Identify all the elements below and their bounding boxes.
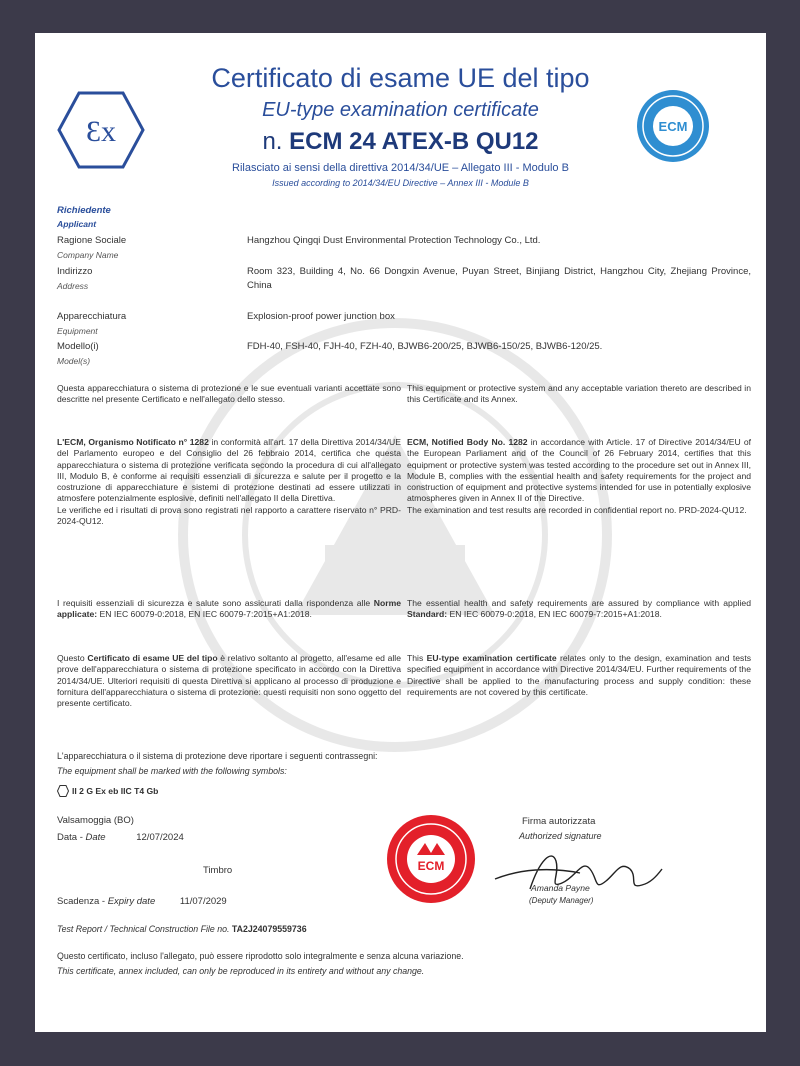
paragraph-2-it-text: in conformità all'art. 17 della Direttiva 2014/34/UE del Parlamento europeo e del Consiglio del 26 febbraio 2014, certifica che questa apparecchiatura o sistema di protezione verificata secondo la procedura di cui all'allegato III, Modulo B, è conforme ai requisiti essenziali di sicurezza e salute per il progetto e la costruzione di apparecchiature e sistemi di protezione destinati ad essere utilizzati in atmosfere potenzialmente esplosive, definiti nell'allegato II della Direttiva. <box>57 437 401 504</box>
issued-english: Issued according to 2014/34/EU Directive – Annex III - Module B <box>272 178 529 188</box>
paragraph-3-en <box>407 598 751 621</box>
notified-body-en: ECM, Notified Body No. 1282 <box>407 437 528 447</box>
paragraph-3-en-pre: The essential health and safety requirements are assured by compliance with applied <box>407 598 751 608</box>
applied-standard-en: Standard: <box>407 609 448 620</box>
marking-code-text: II 2 G Ex eb IIC T4 Gb <box>72 786 159 796</box>
signature-label-it: Firma autorizzata <box>522 816 596 827</box>
company-label-en: Company Name <box>57 250 119 260</box>
paragraph-4-en-pre: This <box>407 653 427 663</box>
issue-place: Valsamoggia (BO) <box>57 815 134 826</box>
paragraph-4-it-pre: Questo <box>57 653 88 663</box>
paragraph-3-it-pre: I requisiti essenziali di sicurezza e salute sono assicurati dalla rispondenza alle <box>57 598 374 608</box>
number-value: ECM 24 ATEX-B QU12 <box>289 128 539 155</box>
certificate-term-it: Certificato di esame UE del tipo <box>87 653 218 663</box>
paragraph-3-it-post: EN IEC 60079-0:2018, EN IEC 60079-7:2015+A1:2018. <box>97 609 312 620</box>
model-label-en: Model(s) <box>57 356 91 366</box>
model-label-it: Modello(i) <box>57 341 99 352</box>
signer-name: Amanda Payne <box>531 883 590 893</box>
signer-role: (Deputy Manager) <box>529 896 594 905</box>
applied-norms-it: Norme applicate: <box>57 598 401 620</box>
model-value: FDH-40, FSH-40, FJH-40, FZH-40, BJWB6-200/25, BJWB6-150/25, BJWB6-120/25. <box>247 341 603 352</box>
paragraph-2-en <box>407 437 751 516</box>
certificate-page <box>35 33 766 1032</box>
report-value: TA2J24079559736 <box>231 924 307 934</box>
marking-line-en: The equipment shall be marked with the following symbols: <box>57 766 287 776</box>
applicant-heading-it: Richiedente <box>57 205 111 216</box>
date-value: 12/07/2024 <box>136 832 184 843</box>
reproduction-note-it: Questo certificato, incluso l'allegato, può essere riprodotto solo integralmente e senza alcuna variazione. <box>57 951 464 961</box>
paragraph-1-it: Questa apparecchiatura o sistema di protezione e le sue eventuali varianti accettate sono descritte nel presente Certificato e nell'allegato dello stesso. <box>57 383 401 405</box>
svg-text:Ɛx: Ɛx <box>85 115 117 148</box>
notified-body-it: L'ECM, Organismo Notificato n° 1282 <box>57 437 209 447</box>
ex-hexagon-small-icon <box>57 785 69 797</box>
date-label: Data - <box>57 832 83 843</box>
ecm-red-stamp <box>385 813 477 905</box>
equipment-label-en: Equipment <box>57 326 98 336</box>
paragraph-3-en-post: EN IEC 60079-0:2018, EN IEC 60079-7:2015+A1:2018. <box>447 609 662 620</box>
svg-text:ECM: ECM <box>417 859 445 873</box>
paragraph-2-en-text: in accordance with Article. 17 of Directive 2014/34/EU of the European Parliament and of the Council of 26 February 2014, certifies that this equipment or protective system was tested according to the procedure set out in Annex III, Module B, complies with the essential health and safety requirements for the project and construction of equipment and protective systems intended for use in potentially explosive atmospheres given in Annex II of the Directive. <box>407 437 752 504</box>
issue-date <box>57 832 184 843</box>
expiry-value: 11/07/2029 <box>179 896 227 907</box>
svg-text:ECM: ECM <box>658 119 688 134</box>
title-english: EU-type examination certificate <box>262 99 539 121</box>
paragraph-2-it-report: Le verifiche ed i risultati di prova sono registrati nel rapporto a carattere riservato n° PRD-2024-QU12. <box>57 504 401 527</box>
certificate-term-en: EU-type examination certificate <box>426 653 557 663</box>
title-italian: Certificato di esame UE del tipo <box>211 63 590 93</box>
applicant-heading-en: Applicant <box>57 219 97 229</box>
address-value: Room 323, Building 4, No. 66 Dongxin Avenue, Puyan Street, Binjiang District, Hangzhou City, Zhejiang Province, China <box>247 266 751 291</box>
expiry-label: Scadenza - <box>57 896 106 907</box>
marking-line-it: L'apparecchiatura o il sistema di protezione deve riportare i seguenti contrassegni: <box>57 751 378 761</box>
paragraph-4-en-post: relates only to the design, examination and tests specified equipment in accordance with Directive 2014/34/EU. Further requirements of the Directive shall be applied to the manufacturing process and supply condition: these requirements are not covered by this certificate. <box>407 653 752 697</box>
equipment-value: Explosion-proof power junction box <box>247 311 395 322</box>
stamp-label: Timbro <box>203 865 233 876</box>
paragraph-1-en: This equipment or protective system and any acceptable variation thereto are described in this Certificate and its Annex. <box>407 383 751 405</box>
paragraph-4-it <box>57 653 401 709</box>
date-label-en: Date <box>85 832 106 843</box>
report-label: Test Report / Technical Construction File no. <box>57 924 230 934</box>
certificate-number <box>35 128 766 156</box>
equipment-label-it: Apparecchiatura <box>57 311 127 322</box>
paragraph-3-it <box>57 598 401 621</box>
paragraph-4-en <box>407 653 751 698</box>
paragraph-4-it-post: è relativo soltanto al progetto, all'esame ed alle prove dell'apparecchiatura o sistema di protezione specificato in accordo con la Direttiva 2014/34/UE. Ulteriori requisiti di questa Direttiva si applicano al processo di produzione e fornitura dell'apparecchiatura o sistema di protezione: questi requisiti non sono oggetto del presente certificato. <box>57 653 401 709</box>
company-value: Hangzhou Qingqi Dust Environmental Protection Technology Co., Ltd. <box>247 235 541 246</box>
expiry-date <box>57 896 227 907</box>
expiry-label-en: Expiry date <box>107 896 156 907</box>
signature-label-en: Authorized signature <box>519 831 602 841</box>
company-label-it: Ragione Sociale <box>57 235 127 246</box>
paragraph-2-en-report: The examination and test results are recorded in confidential report no. PRD-2024-QU12. <box>407 504 747 515</box>
number-prefix: n. <box>262 128 283 155</box>
marking-code <box>57 785 158 797</box>
test-report <box>57 924 307 934</box>
reproduction-note-en: This certificate, annex included, can only be reproduced in its entirety and without any change. <box>57 966 425 976</box>
paragraph-2-it <box>57 437 401 527</box>
address-label-it: Indirizzo <box>57 266 93 277</box>
issued-italian: Rilasciato ai sensi della direttiva 2014/34/UE – Allegato III - Modulo B <box>232 162 569 174</box>
address-label-en: Address <box>57 281 89 291</box>
